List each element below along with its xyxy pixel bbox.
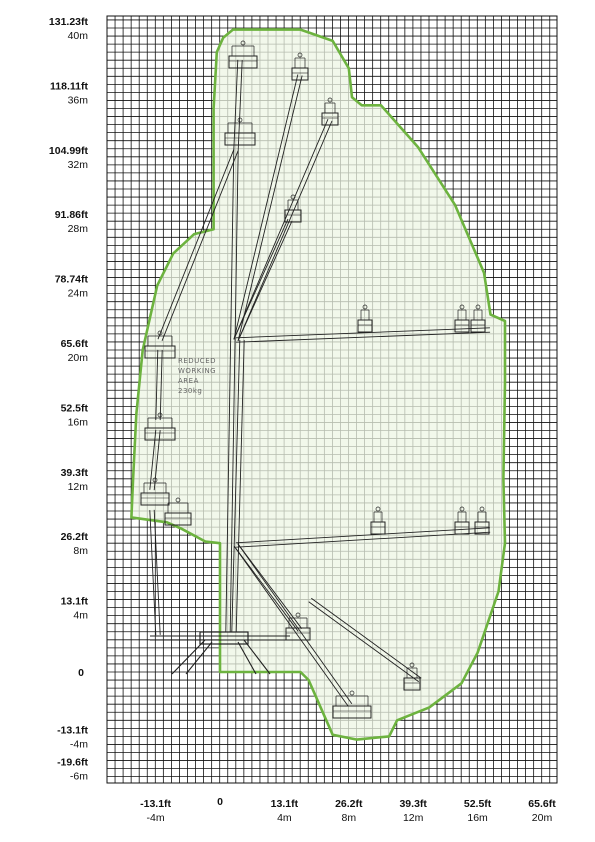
y-tick-label-ft: -13.1ft [57,724,88,737]
x-tick-label-m: 16m [467,812,488,824]
x-tick-label-m: 20m [531,812,553,824]
y-tick-label-m: 40m [67,30,88,42]
y-tick-label-m: 20m [67,352,88,364]
x-tick-label-ft: 39.3ft [399,798,427,810]
y-tick-label-ft: 91.86ft [54,209,88,222]
y-tick-label-ft: 65.6ft [60,338,88,350]
y-tick-label-ft: 13.1ft [60,595,88,608]
x-axis-labels [140,796,556,824]
y-tick-label-m: 24m [67,287,88,300]
x-tick-label-ft: 65.6ft [528,798,556,810]
x-tick-label-ft: 52.5ft [463,798,492,810]
y-tick-label-m: 16m [67,416,88,429]
x-tick-label-m: -4m [146,812,165,824]
x-tick-label: 0 [217,796,223,808]
y-tick-label-m: 36m [67,94,88,107]
y-tick-label-ft: 118.11ft [50,80,88,93]
y-tick-label: 0 [78,667,84,679]
y-tick-label-ft: 26.2ft [60,531,88,544]
x-tick-label-ft: 13.1ft [270,798,299,810]
y-tick-label-ft: 104.99ft [48,144,88,157]
y-tick-label-ft: 78.74ft [54,273,88,286]
y-tick-label-m: 4m [73,609,88,622]
y-tick-label-ft: 39.3ft [60,466,88,479]
y-tick-label-m: 28m [67,223,88,236]
x-tick-label-m: 4m [277,812,292,824]
note-line-2: WORKING [178,367,217,375]
note-line-1: REDUCED [178,357,217,365]
y-tick-label-m: 12m [67,480,88,493]
y-tick-label-m: -4m [69,738,88,751]
y-axis-labels [49,16,89,783]
y-tick-label-m: 8m [73,545,88,558]
y-tick-label-m: -6m [69,770,88,783]
y-tick-label-ft: 131.23ft [48,16,88,28]
x-tick-label-ft: 26.2ft [335,798,363,810]
x-tick-label-m: 12m [402,812,424,824]
note-line-3: AREA [178,377,199,385]
y-tick-label-ft: -19.6ft [57,756,88,769]
x-tick-label-m: 8m [341,812,357,824]
y-tick-label-ft: 52.5ft [60,402,88,415]
y-tick-label-m: 32m [67,158,88,171]
note-line-4: 230kg [178,387,203,395]
x-tick-label-ft: -13.1ft [140,798,172,810]
